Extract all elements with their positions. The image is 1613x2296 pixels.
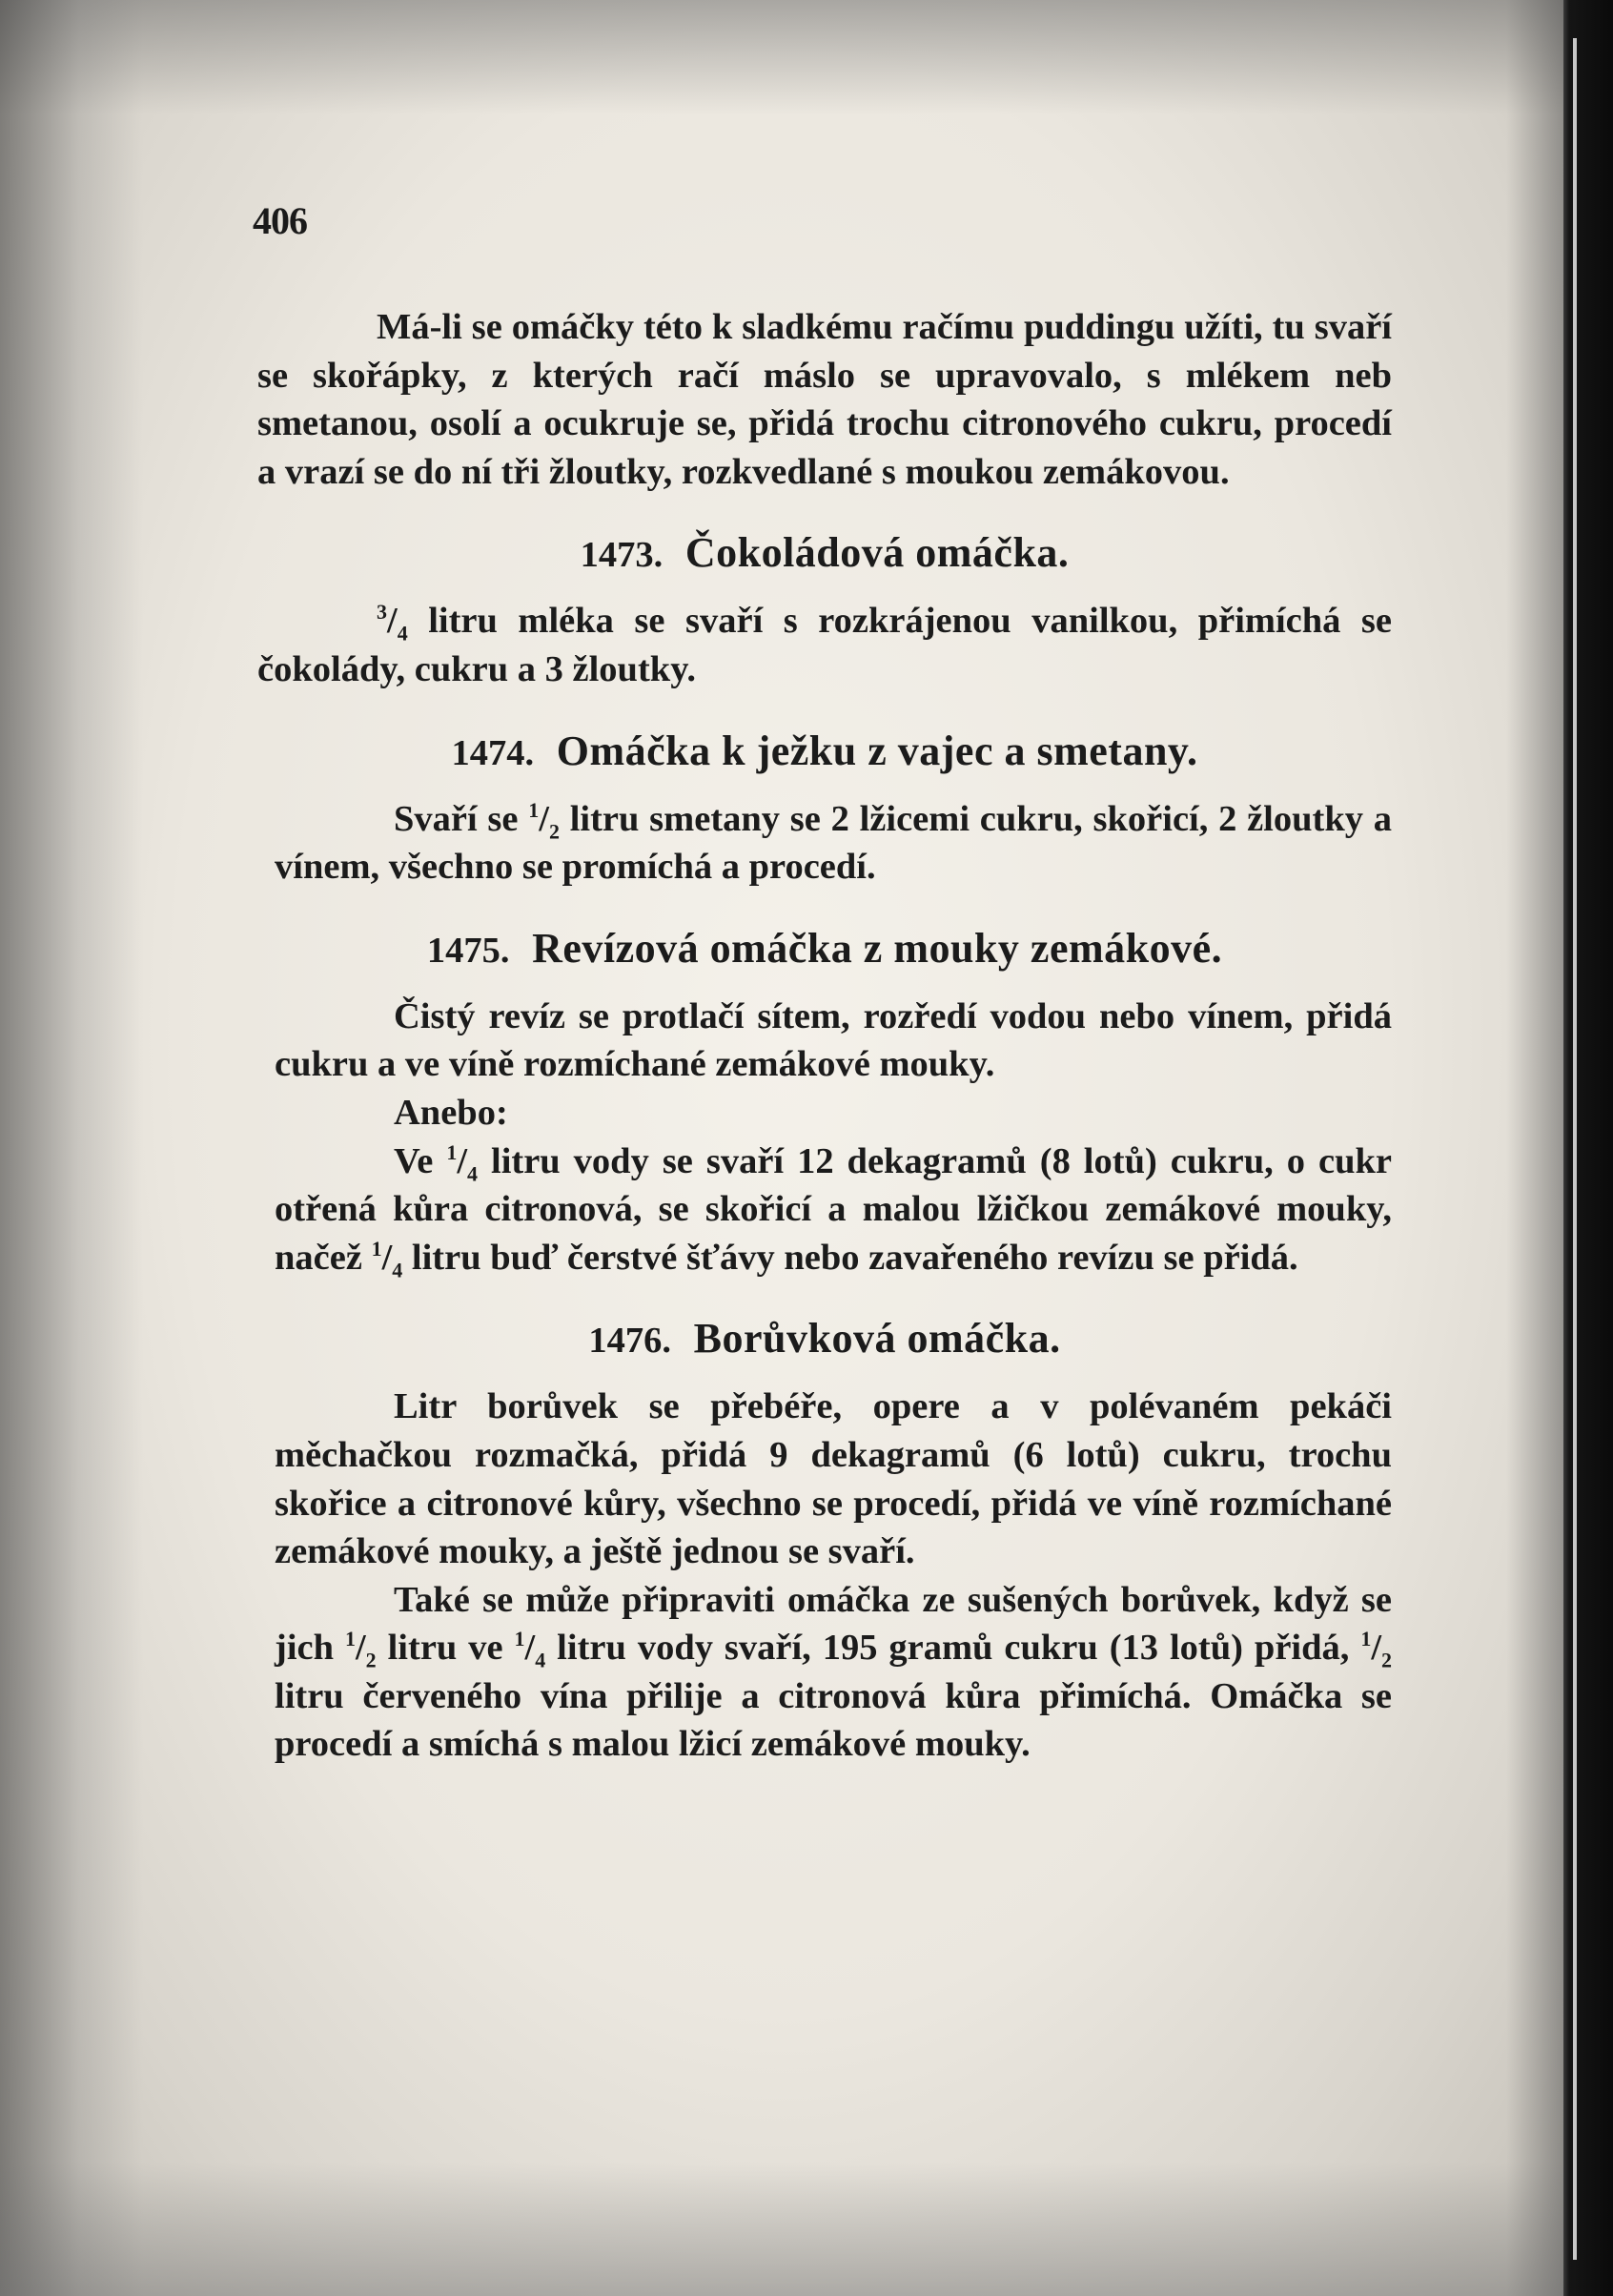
recipe-1475-text-2: Anebo: <box>394 1092 508 1133</box>
fraction-numerator: 1 <box>344 1627 356 1651</box>
recipe-text: litru buď čerstvé šťávy nebo zavařeného revízu se přidá. <box>411 1237 1298 1278</box>
recipe-heading-1473 <box>257 526 1392 582</box>
recipe-text: litru vody se svaří 12 dekagramů (8 lotů) cukru, o cukr otřená kůra citronová, se skořicí a malou lžičkou zemákové mouky, načež <box>275 1140 1392 1278</box>
fraction-numerator: 3 <box>377 600 387 625</box>
recipe-title: Omáčka k ježku z vajec a smetany. <box>556 727 1198 774</box>
fraction-denominator: 4 <box>535 1648 546 1672</box>
fraction-numerator: 1 <box>1360 1627 1372 1651</box>
recipe-title: Revízová omáčka z mouky zemákové. <box>532 924 1223 972</box>
recipe-number: 1475. <box>426 930 510 971</box>
recipe-1475-text-1: Čistý revíz se protlačí sítem, rozředí vodou nebo vínem, přidá cukru a ve víně rozmíchané zemákové mouky. <box>275 995 1392 1085</box>
fraction-numerator: 1 <box>446 1139 458 1164</box>
recipe-number: 1473. <box>580 535 664 576</box>
page-shadow-right <box>1506 0 1563 2296</box>
fraction-denominator: 2 <box>548 819 560 844</box>
recipe-1476-text-2: Také se může připraviti omáčka ze sušených borůvek, když se jich $^1/_2$ litru ve $^1/_4$ litru vody svaří, 195 gramů cukru (13 lotů) přidá, $^1/_2$ litru červeného vína přilije a citronová kůra přimíchá. Omáčka se procedí a smíchá s malou lžicí zemákové mouky. <box>275 1579 1393 1765</box>
recipe-1474-text: Svaří se $^1/_2$ litru smetany se 2 lžicemi cukru, skořicí, 2 žloutky a vínem, všechno se promíchá a procedí. <box>275 797 1393 888</box>
recipe-text: Svaří se <box>394 798 519 839</box>
scan-border-line <box>1573 38 1577 2260</box>
recipe-text: litru smetany se 2 lžicemi cukru, skořicí, 2 žloutky a vínem, všechno se promíchá a procedí. <box>275 798 1393 888</box>
recipe-heading-1475 <box>257 922 1392 977</box>
scan-border <box>1563 0 1613 2296</box>
page-shadow-top <box>0 0 1563 114</box>
fraction-denominator: 4 <box>397 622 408 646</box>
recipe-text: litru vody svaří, 195 gramů cukru (13 lotů) přidá, <box>557 1628 1350 1669</box>
fraction-denominator: 4 <box>467 1161 479 1186</box>
recipe-heading-1476 <box>257 1312 1392 1367</box>
fraction-numerator: 1 <box>528 797 540 822</box>
page-text <box>257 303 1392 1769</box>
fraction-numerator: 1 <box>514 1627 525 1651</box>
recipe-text: litru červeného vína přilije a citronová kůra přimíchá. Omáčka se procedí a smíchá s malou lžicí zemákové mouky. <box>275 1675 1392 1765</box>
recipe-1475-text-3: Ve $^1/_4$ litru vody se svaří 12 dekagramů (8 lotů) cukru, o cukr otřená kůra citronová, se skořicí a malou lžičkou zemákové mouky, načež $^1/_4$ litru buď čerstvé šťávy nebo zavařeného revízu se přidá. <box>275 1139 1392 1282</box>
recipe-1473-text: $^3/_4$ litru mléka se svaří s rozkrájenou vanilkou, přimíchá se čokolády, cukru a 3 žloutky. <box>257 600 1392 689</box>
recipe-text: litru ve <box>387 1628 503 1669</box>
fraction-denominator: 4 <box>392 1258 403 1282</box>
intro-paragraph: Má-li se omáčky této k sladkému račímu puddingu užíti, tu svaří se skořápky, z kterých račí máslo se upravovalo, s mlékem neb smetanou, osolí a ocukruje se, přidá trochu citronového cukru, procedí a vrazí se do ní tři žloutky, rozkvedlané s moukou zemákovou. <box>257 307 1392 492</box>
fraction-denominator: 2 <box>365 1648 377 1672</box>
recipe-1476-text-1: Litr borůvek se přebéře, opere a v polévaném pekáči měchačkou rozmačká, přidá 9 dekagramů (6 lotů) cukru, trochu skořice a citronové kůry, všechno se procedí, přidá ve víně rozmíchané zemákové mouky, a ještě jednou se svaří. <box>275 1386 1392 1572</box>
recipe-text: Ve <box>394 1140 434 1181</box>
recipe-number: 1476. <box>588 1321 671 1362</box>
page-number: 406 <box>253 199 307 242</box>
fraction-numerator: 1 <box>371 1236 382 1261</box>
recipe-text: litru mléka se svaří s rozkrájenou vanilkou, přimíchá se čokolády, cukru a 3 žloutky. <box>257 601 1392 689</box>
recipe-title: Borůvková omáčka. <box>693 1315 1061 1363</box>
page-shadow-left <box>0 0 143 2296</box>
recipe-number: 1474. <box>451 732 535 773</box>
recipe-title: Čokoládová omáčka. <box>684 529 1070 577</box>
fraction-denominator: 2 <box>1381 1648 1393 1672</box>
recipe-heading-1474 <box>257 725 1392 780</box>
recipe-text: Také se může připraviti omáčka ze sušených borůvek, když se jich <box>275 1579 1392 1669</box>
page-shadow-bottom <box>0 2163 1563 2296</box>
